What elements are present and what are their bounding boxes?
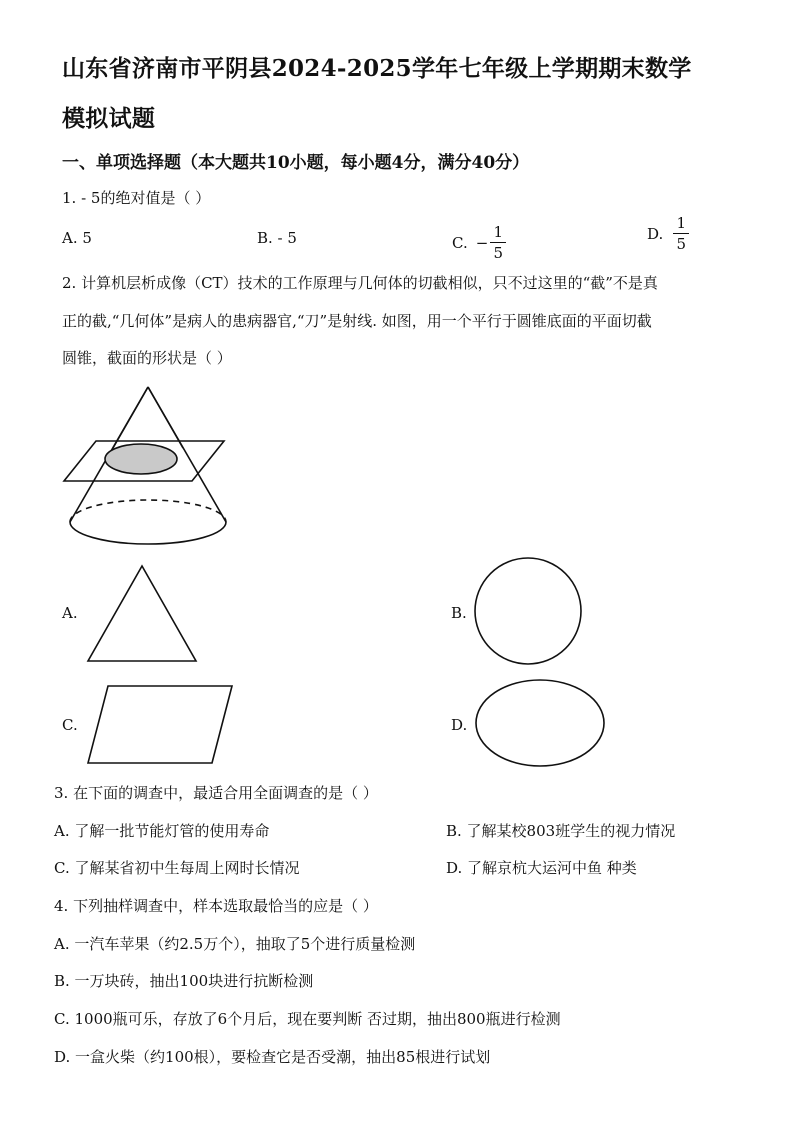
q4-option-d: D. 一盒火柴（约100根），要检查它是否受潮，抽出85根进行试划 [54, 1048, 491, 1066]
q3-option-d: D. 了解京杭大运河中鱼 种类 [446, 859, 637, 877]
question-2-line-2: 正的截,“几何体”是病人的患病器官,“刀”是射线. 如图，用一个平行于圆锥底面的平面切截 [62, 312, 652, 330]
page-title-cont: 模拟试题 [62, 105, 156, 132]
q1-option-c-denominator: 5 [493, 244, 504, 262]
q4-option-c: C. 1000瓶可乐，存放了6个月后，现在要判断 否过期，抽出800瓶进行检测 [54, 1010, 561, 1028]
section-heading: 一、单项选择题（本大题共10小题，每小题4分，满分40分） [62, 153, 530, 173]
q2-option-a: A. [62, 604, 78, 622]
q1-option-b: B. - 5 [257, 229, 297, 247]
question-4-stem: 4. 下列抽样调查中，样本选取最恰当的应是（ ） [54, 897, 378, 915]
question-2-line-1: 2. 计算机层析成像（CT）技术的工作原理与几何体的切截相似，只不过这里的“截”不是真 [62, 274, 658, 292]
q3-option-c: C. 了解某省初中生每周上网时长情况 [54, 859, 300, 877]
q1-option-d-numerator: 1 [676, 214, 687, 232]
q1-option-d-label: D. [647, 224, 664, 243]
q1-option-d-denominator: 5 [676, 235, 687, 253]
q4-option-b: B. 一万块砖，抽出100块进行抗断检测 [54, 972, 314, 990]
q3-option-b: B. 了解某校803班学生的视力情况 [446, 822, 676, 840]
q3-option-a: A. 了解一批节能灯管的使用寿命 [54, 822, 270, 840]
question-1-stem: 1. - 5的绝对值是（ ） [62, 189, 211, 207]
q1-option-c-sign: − [475, 233, 489, 252]
q4-option-a: A. 一汽车苹果（约2.5万个），抽取了5个进行质量检测 [54, 935, 416, 953]
q1-option-c-label: C. [452, 233, 468, 252]
q2-option-b: B. [451, 604, 467, 622]
question-3-stem: 3. 在下面的调查中，最适合用全面调查的是（ ） [54, 784, 378, 802]
q2-option-c: C. [62, 716, 78, 734]
page-title: 山东省济南市平阴县2024-2025学年七年级上学期期末数学 [62, 55, 692, 82]
q2-option-d: D. [451, 716, 468, 734]
question-2-line-3: 圆锥，截面的形状是（ ） [62, 349, 232, 367]
q1-option-c-numerator: 1 [493, 223, 504, 241]
q1-option-a: A. 5 [62, 229, 92, 247]
